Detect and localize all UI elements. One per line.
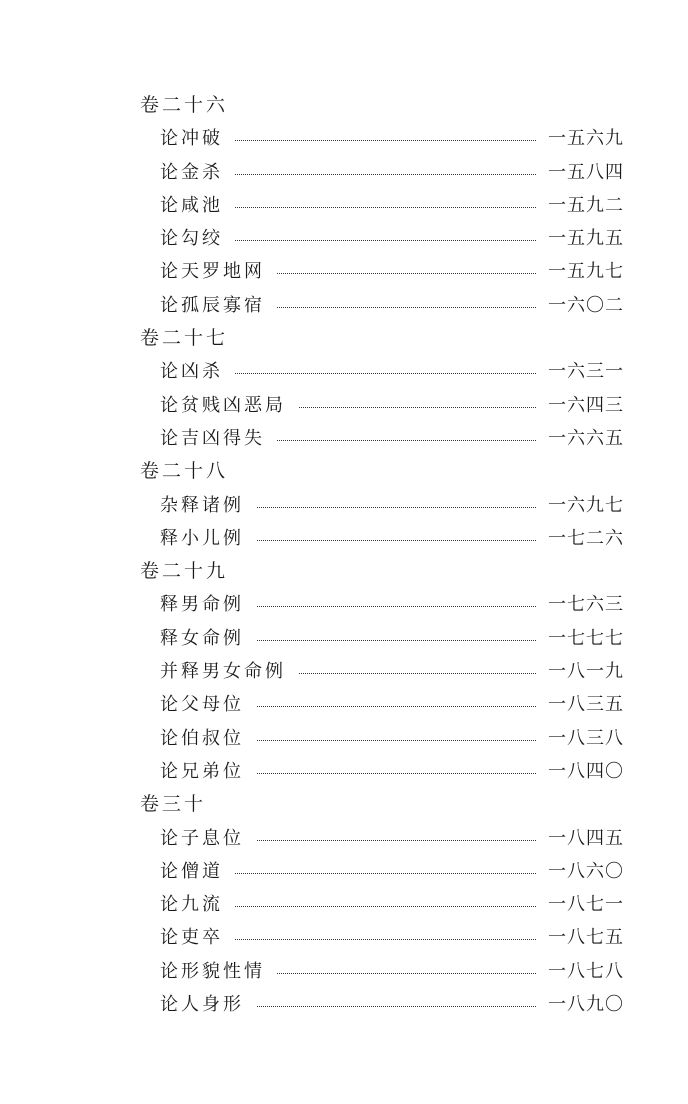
toc-entry[interactable] xyxy=(0,888,688,921)
toc-entry[interactable] xyxy=(0,156,688,189)
entry-title: 论人身形 xyxy=(160,988,256,1021)
entry-title: 论吏卒 xyxy=(160,921,235,954)
toc-entry[interactable] xyxy=(0,422,688,455)
table-of-contents xyxy=(0,89,688,1021)
entry-title: 论咸池 xyxy=(160,189,235,222)
entry-page-number: 一八四〇 xyxy=(548,760,624,782)
entry-page-number: 一六三一 xyxy=(548,361,624,383)
entry-title: 释男命例 xyxy=(160,588,256,621)
volume-heading: 卷二十九 xyxy=(140,560,229,583)
entry-page-number: 一八三八 xyxy=(548,727,624,749)
volume-heading: 卷二十六 xyxy=(140,94,229,116)
toc-entry[interactable] xyxy=(0,655,688,688)
entry-page-number: 一七七七 xyxy=(548,627,624,649)
entry-title: 释女命例 xyxy=(160,622,256,655)
toc-entry[interactable] xyxy=(0,189,688,222)
entry-title: 论天罗地网 xyxy=(160,255,277,288)
toc-entry[interactable] xyxy=(0,355,688,388)
entry-page-number: 一八六〇 xyxy=(548,860,624,882)
toc-entry[interactable] xyxy=(0,921,688,954)
entry-title: 并释男女命例 xyxy=(160,655,298,688)
toc-entry[interactable] xyxy=(0,722,688,755)
entry-title: 论孤辰寡宿 xyxy=(160,289,277,322)
toc-entry[interactable] xyxy=(0,688,688,721)
toc-entry[interactable] xyxy=(0,588,688,621)
entry-page-number: 一八一九 xyxy=(548,661,624,683)
entry-page-number: 一六九七 xyxy=(548,494,624,516)
toc-entry[interactable] xyxy=(0,822,688,855)
toc-entry[interactable] xyxy=(0,955,688,988)
entry-title: 论吉凶得失 xyxy=(160,422,277,455)
entry-title: 论勾绞 xyxy=(160,222,235,255)
entry-page-number: 一六〇二 xyxy=(548,294,624,316)
entry-page-number: 一六四三 xyxy=(548,394,624,416)
entry-page-number: 一五八四 xyxy=(548,161,624,183)
toc-entry[interactable] xyxy=(0,255,688,288)
toc-entry[interactable] xyxy=(0,855,688,888)
entry-title: 论子息位 xyxy=(160,822,256,855)
toc-entry[interactable] xyxy=(0,988,688,1021)
entry-page-number: 一五六九 xyxy=(548,128,624,150)
toc-entry[interactable] xyxy=(0,522,688,555)
entry-page-number: 一八七八 xyxy=(548,960,624,982)
toc-entry[interactable] xyxy=(0,389,688,422)
entry-title: 论父母位 xyxy=(160,688,256,721)
entry-title: 论凶杀 xyxy=(160,355,235,388)
toc-entry[interactable] xyxy=(0,489,688,522)
entry-title: 论金杀 xyxy=(160,156,235,189)
entry-page-number: 一五九二 xyxy=(548,194,624,216)
entry-title: 论伯叔位 xyxy=(160,722,256,755)
entry-page-number: 一六六五 xyxy=(548,427,624,449)
entry-page-number: 一八七一 xyxy=(548,894,624,916)
entry-title: 论九流 xyxy=(160,888,235,921)
toc-entry[interactable] xyxy=(0,222,688,255)
toc-entry[interactable] xyxy=(0,755,688,788)
entry-page-number: 一八四五 xyxy=(548,827,624,849)
entry-title: 杂释诸例 xyxy=(160,489,256,522)
toc-entry[interactable] xyxy=(0,622,688,655)
entry-page-number: 一七六三 xyxy=(548,594,624,616)
entry-title: 论僧道 xyxy=(160,855,235,888)
entry-page-number: 一七二六 xyxy=(548,527,624,549)
volume-heading: 卷三十 xyxy=(140,793,207,816)
entry-page-number: 一五九七 xyxy=(548,261,624,283)
entry-title: 论冲破 xyxy=(160,122,235,155)
toc-entry[interactable] xyxy=(0,122,688,155)
toc-entry[interactable] xyxy=(0,289,688,322)
entry-title: 释小儿例 xyxy=(160,522,256,555)
volume-heading: 卷二十七 xyxy=(140,327,229,350)
entry-page-number: 一八三五 xyxy=(548,694,624,716)
entry-title: 论形貌性情 xyxy=(160,955,277,988)
entry-page-number: 一五九五 xyxy=(548,228,624,250)
entry-page-number: 一八九〇 xyxy=(548,994,624,1016)
entry-page-number: 一八七五 xyxy=(548,927,624,949)
entry-title: 论贫贱凶恶局 xyxy=(160,389,298,422)
volume-heading: 卷二十八 xyxy=(140,460,229,483)
entry-title: 论兄弟位 xyxy=(160,755,256,788)
